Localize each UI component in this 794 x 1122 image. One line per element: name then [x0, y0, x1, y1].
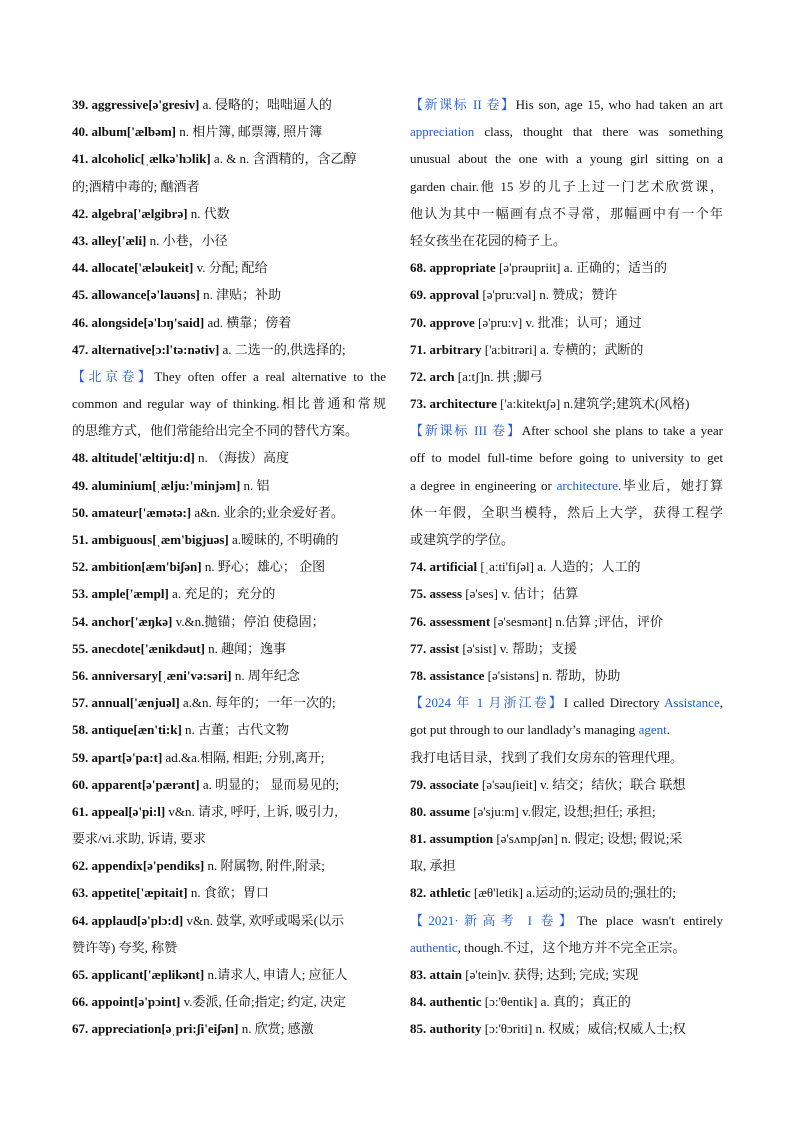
vocab-entry-83: 83. attain [ə'tein]v. 获得; 达到; 完成; 实现 — [410, 967, 639, 982]
vocab-entry-57: 57. annual['ænjuəl] a.&n. 每年的；一年一次的; — [72, 695, 336, 711]
vocab-entry-44: 44. allocate['æləukeit] v. 分配; 配给 — [72, 260, 268, 276]
vocab-entry-76: 76. assessment [ə'sesmənt] n.估算 ;评估，评价 — [410, 613, 663, 629]
vocab-entry-84: 84. authentic [ɔ:'θentik] a. 真的；真正的 — [410, 994, 631, 1010]
highlighted-word: Assistance — [664, 695, 720, 711]
vocab-entry-60: 60. apparent[ə'pærənt] a. 明显的； 显而易见的; — [72, 776, 339, 792]
highlighted-word: agent — [638, 722, 667, 738]
vocab-entry-61: 61. appeal[ə'pi:l] v&n. 请求, 呼吁, 上诉, 吸引力, — [72, 803, 338, 819]
example-67-line-1: 【新课标 II 卷】His son, age 15, who had taken an art — [410, 97, 723, 112]
vocab-entry-52: 52. ambition[æm'biʃən] n. 野心；雄心； 企图 — [72, 559, 326, 575]
source-tag: 【新课标 III 卷】 — [410, 423, 522, 439]
vocab-entry-58: 58. antique[æn'ti:k] n. 古董；古代文物 — [72, 722, 290, 738]
vocab-entry-51: 51. ambiguous[ˌæm'bigjuəs] a.暧昧的, 不明确的 — [72, 532, 339, 547]
vocab-entry-49: 49. aluminium[ˌælju:'minjəm] n. 铝 — [72, 477, 270, 493]
vocab-entry-61-cont: 要求/vi.求助, 诉请, 要求 — [72, 831, 206, 847]
source-tag: 【北京卷】 — [72, 368, 155, 384]
vocab-entry-79: 79. associate [ə'səuʃieit] v. 结交；结伙；联合 联想 — [410, 776, 686, 792]
vocab-entry-85: 85. authority [ɔ:'θɔriti] n. 权威；威信;权威人士;权 — [410, 1021, 686, 1037]
vocab-entry-50: 50. amateur['æmətə:] a&n. 业余的;业余爱好者。 — [72, 504, 344, 520]
example-67-line-4: garden chair.他 15 岁的儿子上过一门艺术欣赏课， — [410, 178, 723, 194]
vocab-entry-54: 54. anchor['æŋkə] v.&n.抛锚；停泊 使稳固； — [72, 613, 325, 629]
vocab-entry-80: 80. assume [ə'sju:m] v.假定, 设想;担任; 承担; — [410, 803, 656, 819]
example-82-line-2: authentic, though.不过，这个地方并不完全正宗。 — [410, 939, 686, 955]
vocab-entry-74: 74. artificial [ˌa:ti'fiʃəl] a. 人造的；人工的 — [410, 559, 641, 575]
vocab-entry-73: 73. architecture ['a:kitektʃə] n.建筑学;建筑术(风格) — [410, 396, 690, 412]
vocab-entry-56: 56. anniversary[ˌæni'və:səri] n. 周年纪念 — [72, 667, 300, 683]
example-67-line-3: unusual about the one with a young girl sitting on a — [410, 151, 723, 167]
source-tag: 【2024 年 1 月浙江卷】 — [410, 695, 564, 711]
vocab-entry-69: 69. approval [ə'pru:vəl] n. 赞成；赞许 — [410, 287, 618, 303]
example-47-line-1: 【北京卷】They often offer a real alternative to the — [72, 368, 386, 384]
source-tag: 【新课标 II 卷】 — [410, 97, 516, 112]
vocab-entry-41-cont: 的;酒精中毒的; 酗酒者 — [72, 178, 200, 194]
vocab-entry-78: 78. assistance [ə'sistəns] n. 帮助，协助 — [410, 667, 621, 683]
vocab-entry-59: 59. apart[ə'pa:t] ad.&a.相隔, 相距; 分别,离开; — [72, 749, 325, 765]
example-67-line-2: appreciation class, thought that there was something — [410, 124, 723, 140]
vocab-entry-77: 77. assist [ə'sist] v. 帮助；支援 — [410, 640, 577, 656]
vocab-entry-81: 81. assumption [ə'sʌmpʃən] n. 假定; 设想; 假说;采 — [410, 831, 683, 847]
vocab-entry-47: 47. alternative[ɔ:l'tə:nətiv] a. 二选一的,供选择的; — [72, 341, 346, 357]
vocab-entry-64-cont: 赞许等) 夸奖, 称赞 — [72, 939, 178, 955]
vocab-entry-46: 46. alongside[ə'lɔŋ'said] ad. 横靠；傍着 — [72, 314, 292, 330]
example-82-line-1: 【2021·新高考 I 卷】The place wasn't entirely — [410, 912, 723, 928]
example-78-line-2: got put through to our landlady’s managing agent. — [410, 722, 670, 738]
left-column — [72, 91, 386, 1043]
vocab-entry-42: 42. algebra['ælgibrə] n. 代数 — [72, 205, 230, 221]
vocab-entry-66: 66. appoint[ə'pɔint] v.委派, 任命;指定; 约定, 决定 — [72, 994, 346, 1010]
vocab-entry-55: 55. anecdote['ænikdəut] n. 趣闻；逸事 — [72, 640, 287, 656]
vocab-entry-45: 45. allowance[ə'lauəns] n. 津贴；补助 — [72, 287, 282, 303]
vocab-entry-62: 62. appendix[ə'pendiks] n. 附属物, 附件,附录; — [72, 858, 325, 874]
highlighted-word: architecture — [556, 477, 618, 493]
vocab-entry-71: 71. arbitrary ['a:bitrəri] a. 专横的；武断的 — [410, 341, 644, 357]
example-47-line-2: common and regular way of thinking.相比普通和常规 — [72, 396, 386, 412]
example-47-line-3: 的思维方式，他们常能给出完全不同的替代方案。 — [72, 423, 359, 439]
highlighted-word: appreciation — [410, 124, 475, 140]
vocab-entry-64: 64. applaud[ə'plɔ:d] v&n. 鼓掌, 欢呼或喝采(以示 — [72, 912, 344, 928]
vocab-entry-63: 63. appetite['æpitait] n. 食欲；胃口 — [72, 885, 269, 901]
example-73-line-5: 或建筑学的学位。 — [410, 532, 515, 547]
example-73-line-1: 【新课标 III 卷】After school she plans to take a year — [410, 423, 723, 439]
example-73-line-4: 休一年假，全职当模特，然后上大学，获得工程学 — [410, 504, 723, 520]
example-78-line-1: 【2024 年 1 月浙江卷】I called Directory Assistance, — [410, 695, 723, 711]
vocab-entry-67: 67. appreciation[əˌpri:ʃi'eiʃən] n. 欣赏; 感激 — [72, 1021, 314, 1037]
right-column — [410, 91, 723, 1043]
example-67-line-6: 轻女孩坐在花园的椅子上。 — [410, 232, 567, 248]
vocab-entry-70: 70. approve [ə'pru:v] v. 批准；认可；通过 — [410, 314, 642, 330]
vocab-entry-43: 43. alley['æli] n. 小巷，小径 — [72, 232, 228, 248]
vocab-entry-39: 39. aggressive[ə'gresiv] a. 侵略的；咄咄逼人的 — [72, 97, 332, 112]
example-73-line-3: a degree in engineering or architecture.毕业后，她打算 — [410, 477, 723, 493]
vocab-entry-40: 40. album['ælbəm] n. 相片簿, 邮票簿, 照片簿 — [72, 124, 323, 140]
example-73-line-2: off to model full-time before going to university to get — [410, 450, 723, 466]
vocab-entry-81-cont: 取, 承担 — [410, 858, 456, 874]
example-67-line-5: 他认为其中一幅画有点不寻常，那幅画中有一个年 — [410, 205, 723, 221]
vocab-entry-82: 82. athletic [æθ'letik] a.运动的;运动员的;强壮的; — [410, 885, 677, 901]
vocab-entry-65: 65. applicant['æplikənt] n.请求人, 申请人; 应征人 — [72, 967, 348, 982]
source-tag: 【2021·新高考 I 卷】 — [410, 912, 578, 928]
vocab-entry-53: 53. ample['æmpl] a. 充足的；充分的 — [72, 586, 276, 602]
vocab-entry-75: 75. assess [ə'ses] v. 估计；估算 — [410, 586, 579, 602]
vocab-entry-48: 48. altitude['æltitju:d] n. （海拔）高度 — [72, 450, 290, 466]
vocab-entry-41: 41. alcoholic[ˌælkə'hɔlik] a. & n. 含酒精的，含乙醇 — [72, 151, 357, 167]
vocab-entry-72: 72. arch [a:tʃ]n. 拱 ;脚弓 — [410, 368, 543, 384]
vocab-entry-68: 68. appropriate [ə'prəupriit] a. 正确的；适当的 — [410, 260, 668, 276]
highlighted-word: authentic — [410, 939, 458, 955]
example-78-line-3: 我打电话目录，找到了我们女房东的管理代理。 — [410, 749, 684, 765]
